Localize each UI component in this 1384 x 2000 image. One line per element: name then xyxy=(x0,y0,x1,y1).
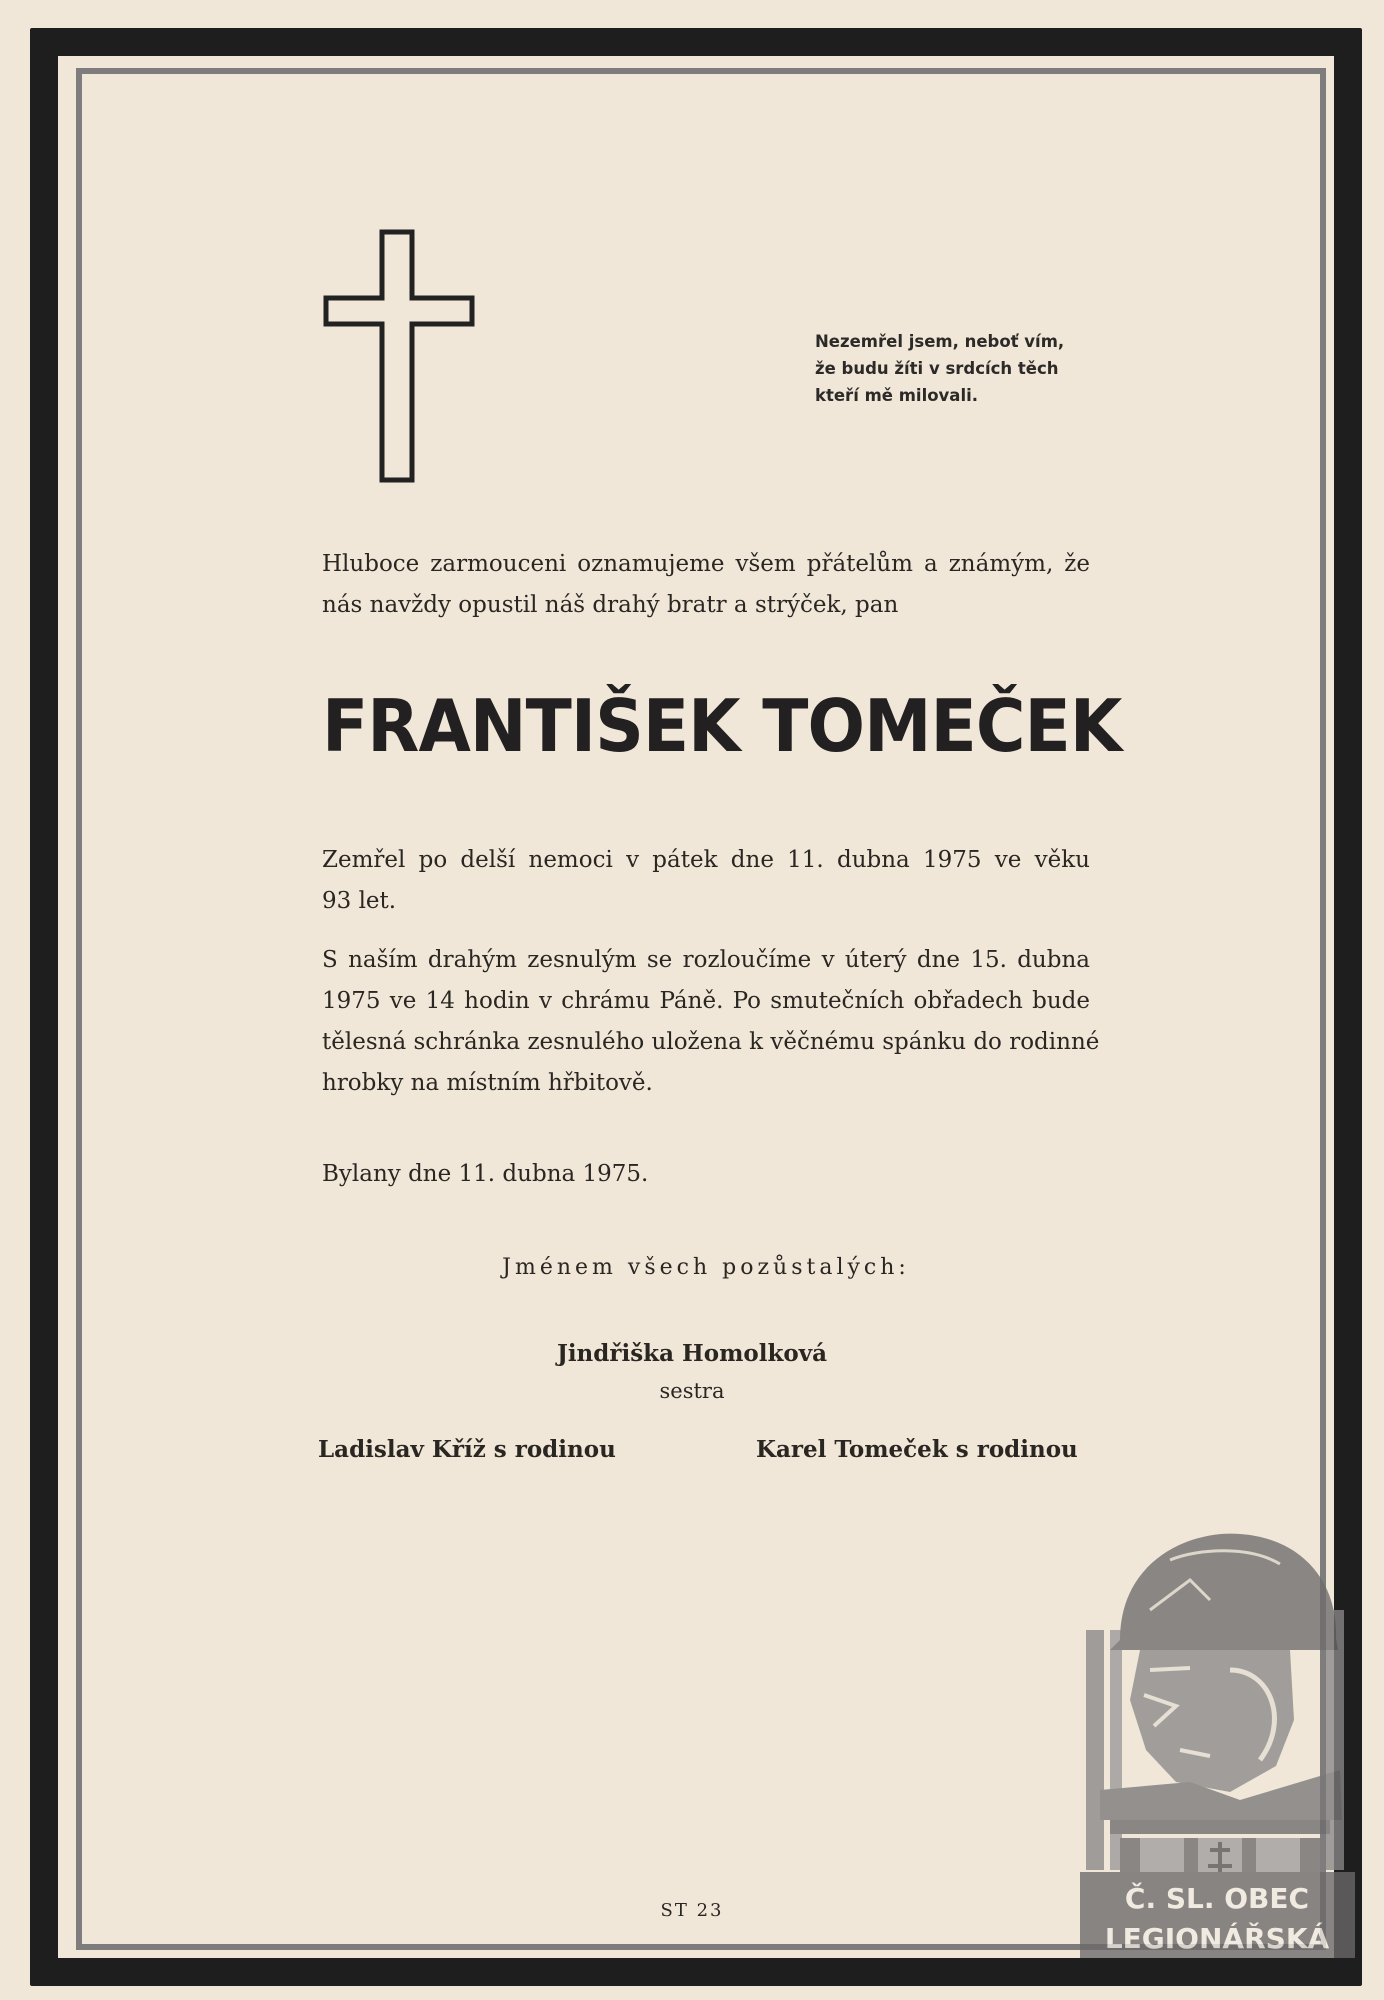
legion-soldier-logo xyxy=(1080,1520,1355,1960)
intro-paragraph xyxy=(322,544,1090,626)
epitaph-quote xyxy=(815,328,1115,409)
funeral-line: tělesná schránka zesnulého uložena k věčnému spánku do rodinné xyxy=(322,1029,1100,1055)
cross-icon xyxy=(320,228,480,484)
mourner-primary-relation: sestra xyxy=(659,1379,725,1403)
epitaph-line: Nezemřel jsem, neboť vím, xyxy=(815,332,1065,351)
death-paragraph xyxy=(322,840,1090,922)
watermark-line: Č. SL. OBEC xyxy=(1124,1882,1310,1915)
funeral-paragraph xyxy=(322,940,1100,1104)
epitaph-line: že budu žíti v srdcích těch xyxy=(815,359,1059,378)
funeral-line: 1975 ve 14 hodin v chrámu Páně. Po smutečních obřadech bude xyxy=(322,988,1090,1014)
mourner-primary-name: Jindřiška Homolková xyxy=(556,1340,828,1367)
funeral-line: hrobky na místním hřbitově. xyxy=(322,1070,653,1096)
mourner-left: Ladislav Kříž s rodinou xyxy=(318,1436,616,1463)
place-date-text: Bylany dne 11. dubna 1975. xyxy=(322,1161,649,1187)
funeral-line: S naším drahým zesnulým se rozloučíme v úterý dne 15. dubna xyxy=(322,947,1090,973)
print-code: ST 23 xyxy=(660,1900,724,1921)
intro-line: nás navždy opustil náš drahý bratr a strýček, pan xyxy=(322,592,899,618)
on-behalf-heading: Jménem všech pozůstalých: xyxy=(502,1255,910,1280)
epitaph-line: kteří mě milovali. xyxy=(815,386,979,405)
intro-line: Hluboce zarmouceni oznamujeme všem přátelům a známým, že xyxy=(322,551,1090,577)
watermark-line: LEGIONÁŘSKÁ xyxy=(1104,1922,1330,1955)
death-line: 93 let. xyxy=(322,888,397,914)
place-date xyxy=(322,1154,1090,1195)
death-line: Zemřel po delší nemoci v pátek dne 11. dubna 1975 ve věku xyxy=(322,847,1090,873)
deceased-name: FRANTIŠEK TOMEČEK xyxy=(322,684,1122,768)
mourner-right: Karel Tomeček s rodinou xyxy=(756,1436,1078,1463)
